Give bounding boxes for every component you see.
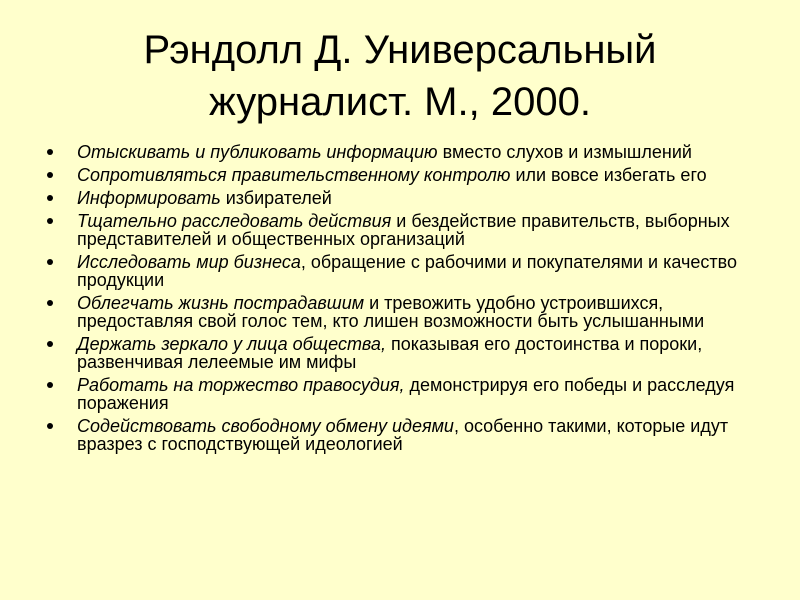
item-emphasis: Содействовать свободному обмену идеями	[77, 416, 454, 436]
bullet-icon	[47, 300, 53, 306]
item-emphasis: Информировать	[77, 188, 221, 208]
item-text: вместо слухов и измышлений	[437, 142, 692, 162]
bullet-icon	[47, 172, 53, 178]
bullet-icon	[47, 195, 53, 201]
list-item	[47, 143, 747, 161]
item-emphasis: Работать на торжество правосудия,	[77, 375, 405, 395]
item-emphasis: Облегчать жизнь пострадавшим	[77, 293, 365, 313]
item-text: , особенно такими, которые идут вразрез с господствующей идеологией	[77, 416, 729, 454]
item-emphasis: Тщательно расследовать действия	[77, 211, 392, 231]
item-emphasis: Сопротивляться правительственному контролю	[77, 165, 511, 185]
list-item	[47, 335, 747, 371]
item-emphasis: Исследовать мир бизнеса	[77, 252, 301, 272]
list-item	[47, 189, 747, 207]
item-text: показывая его достоинства и пороки, развенчивая лелеемые им мифы	[77, 334, 703, 372]
list-item	[47, 253, 747, 289]
item-emphasis: Отыскивать и публиковать информацию	[77, 142, 438, 162]
bullet-icon	[47, 218, 53, 224]
list-item	[47, 166, 747, 184]
item-text: демонстрируя его победы и расследуя поражения	[77, 375, 735, 413]
item-text: избирателей	[220, 188, 332, 208]
list-item	[47, 417, 747, 453]
item-text: или вовсе избегать его	[510, 165, 707, 185]
title-line-2: журналист. М., 2000.	[209, 80, 591, 124]
bullet-icon	[47, 259, 53, 265]
bullet-icon	[47, 341, 53, 347]
list-item	[47, 294, 747, 330]
list-item	[47, 212, 747, 248]
bullet-icon	[47, 382, 53, 388]
bullet-list	[47, 143, 747, 458]
item-text: и тревожить удобно устроившихся, предоставляя свой голос тем, кто лишен возможности быть услышанными	[77, 293, 705, 331]
bullet-icon	[47, 423, 53, 429]
list-item	[47, 376, 747, 412]
item-text: , обращение с рабочими и покупателями и качество продукции	[77, 252, 737, 290]
title-line-1: Рэндолл Д. Универсальный	[143, 28, 657, 72]
slide-title	[40, 24, 760, 128]
item-emphasis: Держать зеркало у лица общества,	[77, 334, 386, 354]
item-text: и бездействие правительств, выборных представителей и общественных организаций	[77, 211, 730, 249]
bullet-icon	[47, 149, 53, 155]
